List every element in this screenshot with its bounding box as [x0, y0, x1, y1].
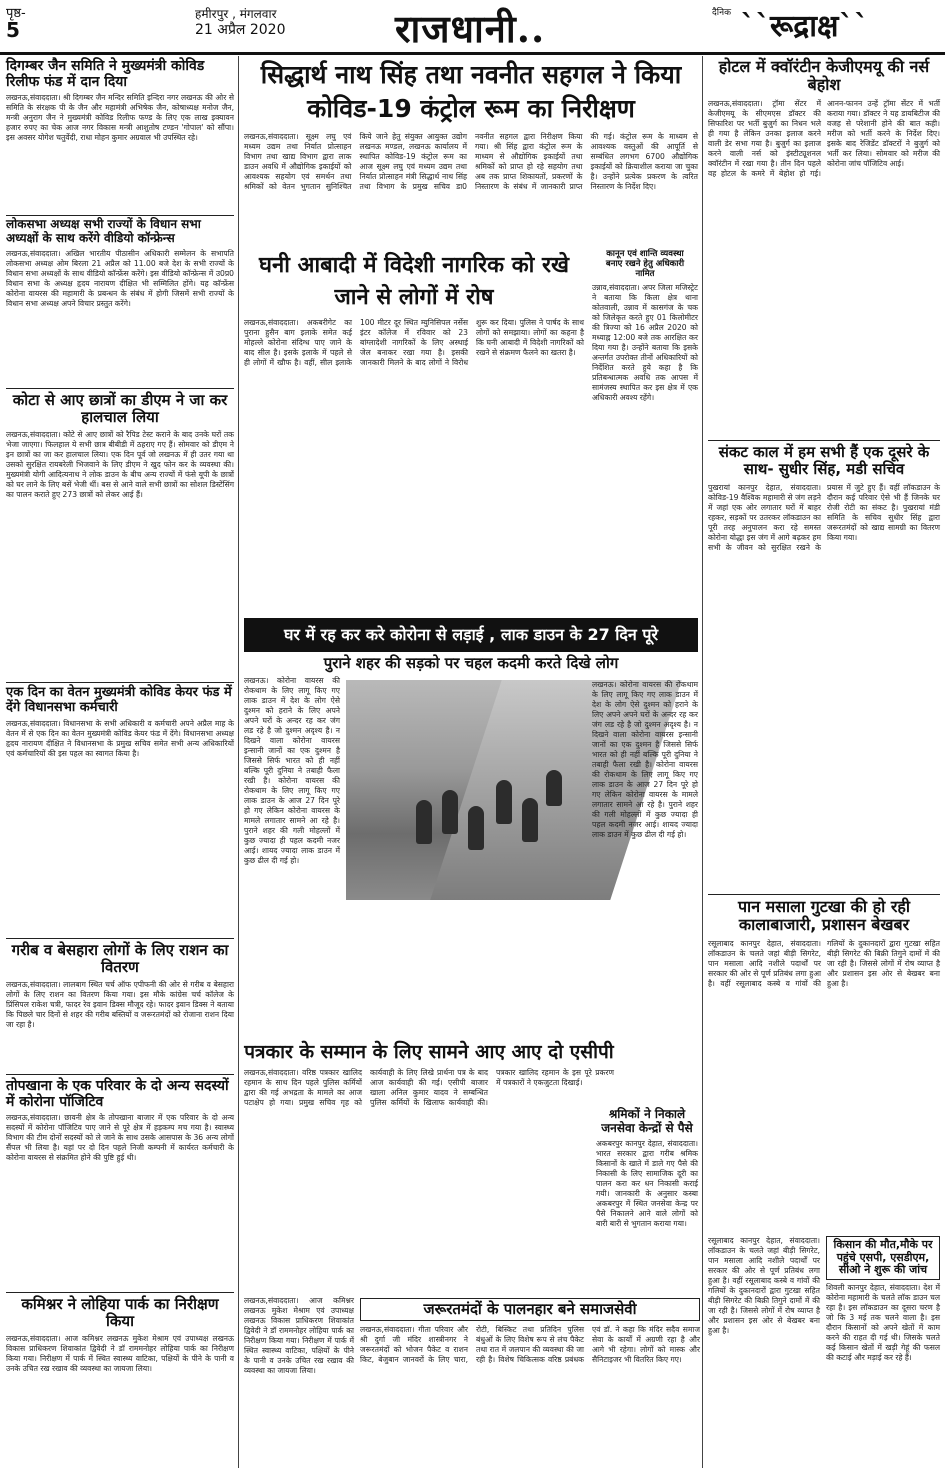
article-lohia — [6, 1296, 234, 1454]
article-body: लखनऊ,संवाददाता। गीता परिवार और श्री दुर्गा जी मंदिर शास्त्रीनगर ने जरूरतमंदों को भोजन पैकेट व राशन किट, बेजुबान जानवरों के लिए चारा, रोटी, बिस्किट तथा प्रतिदिन पुलिस बंधुओं के लिए विशेष रूप से लंच पैकेट तथा रात में जलपान की व्यवस्था की जा रही है। विशेष चिकित्सक वरिष्ठ प्रबंधक एवं डॉ. ने कहा कि मंदिर सदैव समाज सेवा के कार्यों में अग्रणी रहा है और आगे भी रहेगा। लोगों को मास्क और सैनिटाइजर भी वितरित किए गए। — [360, 1325, 700, 1365]
divider — [6, 215, 234, 216]
article-jain — [6, 58, 234, 157]
article-body: अकबरपुर कानपुर देहात, संवाददाता। भारत सरकार द्वारा गरीब श्रमिक किसानों के खाते में डाले गए पैसे की निकासी के लिए सामाजिक दूरी का पालन करा कर धन निकासी कराई गयी। जानकारी के अनुसार कस्बा अकबरपुर में स्थित जनसेवा केन्द्र पर पैसे निकालने आने वाले लोगों को बारी बारी से भुगतान कराया गया। — [596, 1138, 698, 1228]
article-topkhana — [6, 1078, 234, 1283]
pedestrian-figure — [416, 800, 432, 844]
article-body: लखनऊ,संवाददाता। विधानसभा के सभी अधिकारी व कर्मचारी अपने अप्रैल माह के वेतन में से एक दिन का वेतन मुख्यमंत्री कोविड केयर फंड में देंगे। विधानसभा अध्यक्ष हृदय नारायण दीक्षित ने विधानसभा के प्रमुख सचिव समेत सभी अन्य अधिकारियों एवं कर्मचारियों की इस पहल का स्वागत किया है। — [6, 718, 234, 758]
article-body: लखनऊ,संवाददाता। अकबरीगेट का पुराना हुसैन बाग इलाके समेत कई मोहल्ले कोरोना संदिग्ध पाए जाने के बाद सील है। इसके इलाके में पहले से ही लोगों में खौफ है। वहीं, सील इलाके 100 मीटर दूर स्थित म्युनिसिपल नर्सेस इंटर कॉलेज में रविवार को 23 बांग्लादेशी नागरिकों के लिए अस्थाई जेल बनाकर रखा गया है। इसकी जानकारी मिलने के बाद लोगों ने विरोध शुरू कर दिया। पुलिस ने पार्षद के साथ लोगों को समझाया। लोगों का कहना है कि घनी आबादी में विदेशी नागरिकों को रखने से संक्रमण फैलने का खतरा है। — [244, 318, 584, 367]
headline: होटल में क्वॉरंटीन केजीएमयू की नर्स बेहोश — [718, 57, 930, 95]
article-kota — [6, 392, 234, 660]
article-body: लखनऊ। कोरोना वायरस की रोकथाम के लिए लागू किए गए लाक डाउन में देश के लोग ऐसे दुश्मन को हराने के लिए अपने अपने घरों के अन्दर रह कर जंग लड रहे है जो दुश्मन अदृश्य है। न दिखने वाला कोरोना वायरस इन्सानी जानों का एक दुश्मन है जिससे सिर्फ भारत को ही नहीं बल्कि पूरी दुनिया ने तबाही फैला रखी है। कोरोना वायरस की रोकथाम के लिए लागू किए गए लाक डाउन के आज 27 दिन पूरे हो गए लेकिन कोरोना वायरस के मामले लगातार सामने आ रहे है। पुराने शहर की गली मोहल्लों में कुछ ज्यादा ही पहल कदमी नजर आई। शायद ज्यादा लाक डाउन में कुछ ढील दी गई हो। — [244, 676, 340, 865]
article-body: लखनऊ,संवाददाता। कोटे से आए छात्रों को रैपिड टेस्ट कराने के बाद उनके घरों तक भेजा जाएगा। फिलहाल ये सभी छात्र बीबीडी में ठहराए गए हैं। सोमवार को डीएम ने इन छात्रों का जा कर हालचाल लिया। एक दिन पूर्व जो लखनऊ में ही उतर गया था उसको सुरक्षित रायबरेली भिजवाने के लिए डीएम ने खुद फोन कर के व्यवस्था की। मुख्यमंत्री योगी आदित्यनाथ ने लोक डाउन के बीच अन्य राज्यों में फंसे यूपी के छात्रों को घर लाने के लिए बसें भेजी थीं। बस से आने वाले सभी छात्रों का सोशल डिस्टेंसिंग का पालन कराते हुए 273 छात्रों को लेकर आई हैं। — [6, 429, 234, 499]
headline: पान मसाला गुटखा की हो रही कालाबाजारी, प्रशासन बेखबर — [737, 897, 911, 935]
divider — [6, 1292, 234, 1293]
article-body: लखनऊ,संवाददाता। अखिल भारतीय पीठासीन अधिकारी सम्मेलन के सभापति लोकसभा अध्यक्ष ओम बिरला 21 अप्रैल को 11.00 बजे देश के सभी राज्यों के विधान सभा अध्यक्षों के साथ वीडियो कॉन्फ्रेंस करेंगे। इस वीडियो कॉन्फ्रेन्स में उ0प्र0 विधान सभा के अध्यक्ष हृदय नारायण दीक्षित भी सम्मिलित होंगे। यह कॉन्फ्रेंस कोरोना वायरस की महामारी के प्रबन्धन के संबंध में होगी जिसमें सभी राज्यों के विधान सभा अध्यक्ष अपने विचार प्रस्तुत करेंगे। — [6, 248, 234, 308]
lockdown-photo — [346, 680, 586, 900]
headline: गरीब व बेसहारा लोगों के लिए राशन का वितरण — [11, 941, 229, 977]
headline: सिद्धार्थ नाथ सिंह तथा नवनीत सहगल ने किया कोविड-19 कंट्रोल रूम का निरीक्षण — [260, 60, 682, 123]
article-body: लखनऊ,संवाददाता। ट्रॉमा सेंटर में केजीएमयू के सीएमएस डॉक्टर की सिफारिश पर भर्ती बुजुर्ग का निधन भले ही गया है लेकिन उनका इलाज करने वाली डेर सभा गया है। बुजुर्ग का इलाज करने वाली नर्स को इंस्टीट्यूशनल क्वॉरंटीन में रखा गया है। तीन दिन पहले वह होटल के कमरे में बेहोश हो गई। आनन-फानन उन्हें ट्रॉमा सेंटर में भर्ती कराया गया। डॉक्टर ने यह डायबिटीज की वजह से परेशानी होने की बात कही। मरीज को भर्ती करने के निर्देश दिए। इसके बाद रेजिडेंट डॉक्टरों ने बुजुर्ग को भर्ती कर लिया। सोमवार को मरीज की कोरोना जांच पॉजिटिव आई। — [708, 98, 940, 178]
article-body: शिवली कानपुर देहात, संवाददाता। देश में कोरोना महामारी के चलते लॉक डाउन चल रहा है। इस लॉकडाउन का दूसरा चरण है जो कि 3 मई तक चलने वाला है। इस दौरान किसानों को अपने खेतों में काम करने की राहत दी गई थी। जिसके चलते कई किसान खेतों में खड़ी गेहूं की फसल की कटाई और मड़ाई कर रहे हैं। — [826, 1282, 940, 1362]
headline: श्रमिकों ने निकाले जनसेवा केन्द्रों से पैसे — [601, 1107, 693, 1135]
newspaper-brand: ``रूद्राक्ष`` — [740, 9, 869, 44]
article-journalist — [244, 1042, 614, 1188]
pedestrian-figure — [442, 790, 458, 834]
article-speaker — [6, 218, 234, 369]
article-body: लखनऊ,संवाददाता। लालबाग स्थित चर्च ऑफ एपीफनी की ओर से गरीब व बेसहारा लोगों के लिए राशन का वितरण किया गया। इस मौके कांग्रेस चर्च कॉलेज के प्रिंसिपल राकेश चत्री, फादर रेव इवान डिक्स मौजूद रहे। फादर इवान डिक्स ने बताया कि पिछले चार दिनों से शहर की गरीब बस्तियों व जरूरतमंदों को रोजाना राशन दिया जा रहा है। — [6, 979, 234, 1029]
article-gutkha — [708, 898, 940, 1159]
headline: घनी आबादी में विदेशी नागरिक को रखे जाने से लोगों में रोष — [259, 253, 569, 310]
lockdown-subhead: पुराने शहर की सड़को पर चहल कदमी करते दिखे लोग — [323, 654, 619, 672]
divider — [6, 388, 234, 389]
divider — [6, 1074, 234, 1075]
article-sevi — [360, 1298, 700, 1455]
article-lohia-cont: लखनऊ,संवाददाता। आज कमिश्नर लखनऊ मुकेश मेश्राम एवं उपाध्यक्ष लखनऊ विकास प्राधिकरण शिवाकांत द्विवेदी ने डॉ राममनोहर लोहिया पार्क का निरीक्षण किया गया। निरीक्षण में पार्क में स्थित स्वास्थ्य वाटिका, पक्षियों के पीने के पानी व उनके उचित रख रखाव की व्यवस्था का जायजा लिया। — [244, 1296, 354, 1375]
divider — [6, 938, 234, 939]
page-number: 5 — [6, 18, 20, 42]
article-body: उन्नाव,संवाददाता। अपर जिला मजिस्ट्रेट ने बताया कि किला क्षेत्र थाना कोतवाली, उन्नाव में कासगंज के चक को जिलेकृत करते हुए 01 किलोमीटर की त्रिज्या को 16 अप्रैल 2020 को मध्याह्न 12:00 बजे तक आरक्षित कर दिया गया है। उन्होंने बताया कि इसके अन्तर्गत उपरोक्त तीनों अधिकारियों को निर्देशित करते हुये कहा है कि प्रतिबन्धात्मक अवधि तक आपस में सामंजस्य स्थापित कर इस क्षेत्र में एक अधिकारी अवश्य रहेंगे। — [592, 283, 698, 403]
article-body: लखनऊ,संवाददाता। वरिष्ठ पत्रकार खालिद रहमान के साथ दिन पहले पुलिस कर्मियों द्वारा की गई अभद्रता के मामले का आज पटाक्षेप हो गया। प्रमुख सचिव गृह को कार्यवाही के लिए लिखे प्रार्थना पत्र के बाद आज कार्यवाही की गई। एसीपी बाजार खाला अनिल कुमार यादव ने सम्बन्धित पुलिस कर्मियों के खिलाफ कार्यवाही की। पत्रकार खालिद रहमान के इस पूरे प्रकरण में पत्रकारों ने एकजुटता दिखाई। — [244, 1067, 614, 1107]
label-line: नामित — [635, 268, 655, 279]
article-salary — [6, 686, 234, 919]
lockdown-banner: घर में रह कर करे कोरोना से लड़ाई , लाक डाउन के 27 दिन पूरे — [244, 618, 698, 652]
headline: कमिश्नर ने लोहिया पार्क का निरीक्षण किया — [21, 1295, 219, 1331]
masthead — [0, 0, 945, 55]
headline: एक दिन का वेतन मुख्यमंत्री कोविड केयर फंड में देंगे विधानसभा कर्मचारी — [6, 685, 232, 715]
page-folio — [6, 6, 26, 42]
headline: संकट काल में हम सभी हैं एक दूसरे के साथ- सुधीर सिंह, मडी सचिव — [718, 443, 930, 479]
headline: कोटा से आए छात्रों का डीएम ने जा कर हालचाल लिया — [12, 391, 228, 427]
section-title: राजधानी.. — [395, 6, 546, 51]
article-ration — [6, 942, 234, 1052]
column-rule — [702, 56, 703, 1468]
article-body: रसूलाबाद कानपुर देहात, संवाददाता। लॉकडाउन के चलते जहां बीड़ी सिगरेट, पान मसाला आदि नशीले पदार्थों पर सरकार की ओर से पूर्ण प्रतिबंध लगा हुआ है। वहीं रसूलाबाद कस्बे व गांवों की गलियों के दुकानदारों द्वारा गुटखा सहित बीड़ी सिगरेट की बिक्री तिगुने दामों में की जा रही है। जिससे लोगों में रोष व्याप्त है और प्रशासन इस ओर से बेखबर बना हुआ है। — [708, 938, 940, 988]
pedestrian-figure — [496, 780, 512, 824]
article-tension — [592, 250, 698, 605]
headline: जरूरतमंदों के पालनहार बने समाजसेवी — [360, 1298, 700, 1321]
dateline — [195, 6, 286, 38]
article-farmer — [826, 1236, 940, 1433]
dainik-label: दैनिक — [712, 8, 732, 18]
pedestrian-figure — [468, 806, 484, 850]
article-body: पुखरायां कानपुर देहात, संवाददाता। कोविड-19 वैश्विक महामारी से जंग लड़ने में जहां एक ओर लगातार घरों में बाहर रहकर, सड़कों पर उतरकर लॉकडाउन का पूरी तरह अनुपालन करा रहे समस्त कोरोना योद्धा इस जंग में आगे बढ़कर हम सभी के जीवन को सुरक्षित रखने के प्रयास में जुटे हुए हैं। वहीं लॉकडाउन के दौरान कई परिवार ऐसे भी हैं जिनके घर रोजी रोटी का संकट है। पुखरायां मंडी समिति के सचिव सुधीर सिंह द्वारा जरूरतमंदों को खाद्य सामग्री का वितरण किया गया। — [708, 482, 940, 552]
headline: पत्रकार के सम्मान के लिए सामने आए आए दो एसीपी — [244, 1041, 614, 1063]
label-line: बनाए रखने हेतु अधिकारी — [605, 258, 685, 269]
headline: लोकसभा अध्यक्ष सभी राज्यों के विधान सभा अध्यक्षों के साथ करेंगे वीडियो कॉन्फ्रेन्स — [6, 217, 201, 245]
article-body-cont: लखनऊ। कोरोना वायरस की रोकथाम के लिए लागू किए गए लाक डाउन में देश के लोग ऐसे दुश्मन को हराने के लिए अपने अपने घरों के अन्दर रह कर जंग लड रहे है जो दुश्मन अदृश्य है। न दिखने वाला कोरोना वायरस इन्सानी जानों का एक दुश्मन है जिससे सिर्फ भारत को ही नहीं बल्कि पूरी दुनिया ने तबाही फैला रखी है। कोरोना वायरस की रोकथाम के लिए लागू किए गए लाक डाउन के आज 27 दिन पूरे हो गए लेकिन कोरोना वायरस के मामले लगातार सामने आ रहे है। पुराने शहर की गली मोहल्लों में कुछ ज्यादा ही पहल कदमी नजर आई। शायद ज्यादा लाक डाउन में कुछ ढील दी गई हो। — [592, 680, 698, 839]
place-day: हमीरपुर , मंगलवार — [195, 7, 277, 21]
article-body: लखनऊ,संवाददाता। सूक्ष्म लघु एवं मध्यम उद्यम तथा निर्यात प्रोत्साहन विभाग तथा खाद्य विभाग द्वारा लाक डाउन अवधि में औद्योगिक इकाईयों को आवश्यक सहयोग एवं समर्थन तथा श्रमिकों को वेतन भुगतान सुनिश्चित किये जाने हेतु संयुक्त आयुक्त उद्योग लखनऊ मण्डल, लखनऊ कार्यालय में स्थापित कोविड-19 कंट्रोल रूम का आज सूक्ष्म लघु एवं मध्यम उद्यम तथा निर्यात प्रोत्साहन मंत्री सिद्धार्थ नाथ सिंह तथा विभाग के प्रमुख सचिव डा0 नवनीत सहगल द्वारा निरीक्षण किया गया। श्री सिंह द्वारा कंट्रोल रूम के माध्यम से औद्योगिक इकाईयों तथा श्रमिकों को प्राप्त हो रहे सहयोग तथा अब तक प्राप्त शिकायतों, प्रकरणों के निस्तारण के संबंध में जानकारी प्राप्त की गई। कंट्रोल रूम के माध्यम से आवश्यक वस्तुओं की आपूर्ति से सम्बंधित लगभग 6700 औद्योगिक इकाईयों को क्रियाशील कराया जा चुका है। उन्होंने प्रत्येक प्रकरण के त्वरित निस्तारण के निर्देश दिए। — [244, 132, 698, 191]
article-hotel — [708, 58, 940, 439]
article-gutkha-cont: रसूलाबाद कानपुर देहात, संवाददाता। लॉकडाउन के चलते जहां बीड़ी सिगरेट, पान मसाला आदि नशीले पदार्थों पर सरकार की ओर से पूर्ण प्रतिबंध लगा हुआ है। वहीं रसूलाबाद कस्बे व गांवों की गलियों के दुकानदारों द्वारा गुटखा सहित बीड़ी सिगरेट की बिक्री तिगुने दामों में की जा रही है। जिससे लोगों में रोष व्याप्त है और प्रशासन इस ओर से बेखबर बना हुआ है। — [708, 1236, 820, 1335]
headline: दिगम्बर जैन समिति ने मुख्यमंत्री कोविड रिलीफ फंड में दान दिया — [6, 58, 205, 91]
article-lead — [244, 58, 698, 232]
column-rule — [238, 56, 239, 1468]
article-workers — [596, 1108, 698, 1309]
issue-date: 21 अप्रैल 2020 — [195, 22, 286, 38]
divider — [6, 682, 234, 683]
divider — [708, 440, 940, 441]
page-label: पृष्ठ- — [6, 6, 26, 21]
headline: तोपखाना के एक परिवार के दो अन्य सदस्यों में कोरोना पॉजिटिव — [6, 1078, 229, 1111]
article-body: लखनऊ,संवाददाता। आज कमिश्नर लखनऊ मुकेश मेश्राम एवं उपाध्यक्ष लखनऊ विकास प्राधिकरण शिवाकांत द्विवेदी ने डॉ राममनोहर लोहिया पार्क का निरीक्षण किया गया। निरीक्षण में पार्क में स्थित स्वास्थ्य वाटिका, पक्षियों के पीने के पानी व उनके उचित रख रखाव की व्यवस्था का जायजा लिया। — [6, 1333, 234, 1373]
divider — [708, 894, 940, 895]
article-sudheer — [708, 444, 940, 873]
article-body: लखनऊ,संवाददाता। छावनी क्षेत्र के तोपखाना बाजार में एक परिवार के दो अन्य सदस्यों में कोरोना पॉजिटिव पाए जाने से पूरे क्षेत्र में हड़कम्प मच गया है। स्वास्थ्य विभाग की टीम दोनों सदस्यों को ले जाने के साथ उसके आसपास के 36 अन्य लोगों सैंपल भी लिया है। यहां पर दो दिन पहले निजी कम्पनी में कार्यरत कर्मचारी के कोरोना वायरस से संक्रमित होने की पुष्टि हुई थी। — [6, 1113, 234, 1163]
article-body: लखनऊ,संवाददाता। श्री दिगम्बर जैन मन्दिर समिति इन्दिरा नगर लखनऊ की ओर से समिति के संरक्षक पी के जैन और महामंत्री अभिषेक जैन, कोषाध्यक्ष मनोज जैन, मन्त्री अनुराग जैन ने मुख्यमंत्री कोविड रिलीफ फण्ड के लिए एक लाख इक्यावन हजार रुपए का चेक आज नगर विकास मन्त्री आशुतोष टण्डन 'गोपाल' को सौंपा। इस अवसर योगेश चतुर्वेदी, राधा मोहन कुमार अग्रवाल भी उपस्थित रहे। — [6, 93, 234, 143]
headline: किसान की मौत,मौके पर पहुंचे एसपी, एसडीएम, सीओ ने शुरू की जांच — [826, 1236, 940, 1280]
label-line: कानून एवं शान्ति व्यवस्था — [606, 249, 684, 259]
pedestrian-figure — [546, 770, 562, 806]
pedestrian-figure — [522, 798, 538, 842]
article-foreigners — [244, 250, 584, 498]
